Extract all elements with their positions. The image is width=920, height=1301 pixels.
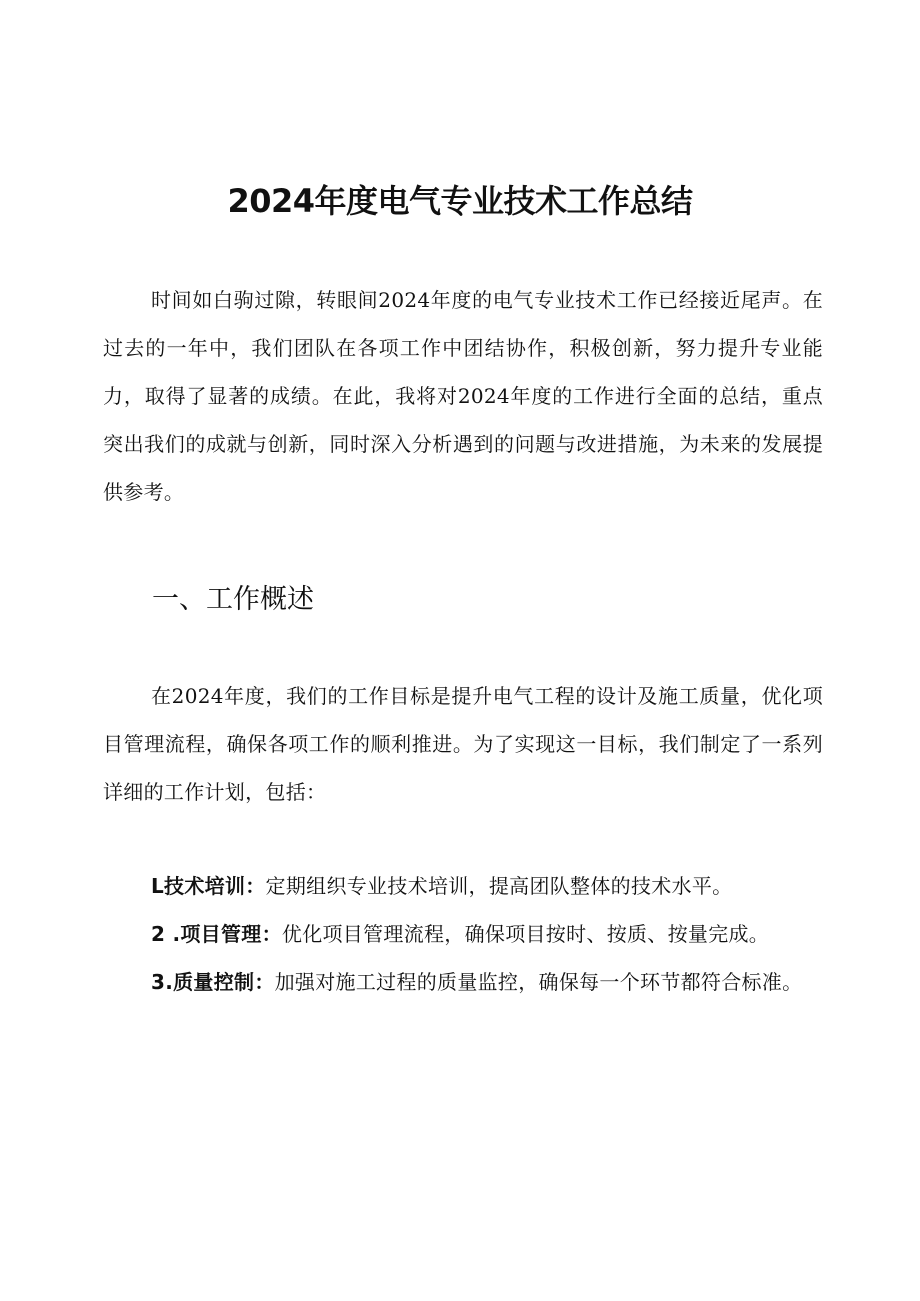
list-item-text: 定期组织专业技术培训，提高团队整体的技术水平。 (265, 874, 733, 898)
list-item-text: 加强对施工过程的质量监控，确保每一个环节都符合标准。 (274, 970, 803, 994)
list-item-label: 3.质量控制： (151, 970, 275, 994)
work-plan-list (103, 862, 823, 1006)
section-heading-overview: 一、工作概述 (152, 584, 314, 615)
intro-paragraph: 时间如白驹过隙，转眼间2024年度的电气专业技术工作已经接近尾声。在过去的一年中，我们团队在各项工作中团结协作，积极创新，努力提升专业能力，取得了显著的成绩。在此，我将对2024年度的工作进行全面的总结，重点突出我们的成就与创新，同时深入分析遇到的问题与改进措施，为未来的发展提供参考。 (103, 288, 823, 504)
overview-paragraph: 在2024年度，我们的工作目标是提升电气工程的设计及施工质量，优化项目管理流程，确保各项工作的顺利推进。为了实现这一目标，我们制定了一系列详细的工作计划，包括： (103, 684, 823, 804)
list-item-text: 优化项目管理流程，确保项目按时、按质、按量完成。 (281, 922, 770, 946)
list-item-label: L技术培训： (151, 874, 266, 898)
list-item-label: 2 .项目管理： (151, 922, 282, 946)
document-title: 2024年度电气专业技术工作总结 (227, 182, 693, 220)
list-item (103, 958, 823, 1006)
list-item (103, 910, 823, 958)
list-item (103, 862, 823, 910)
